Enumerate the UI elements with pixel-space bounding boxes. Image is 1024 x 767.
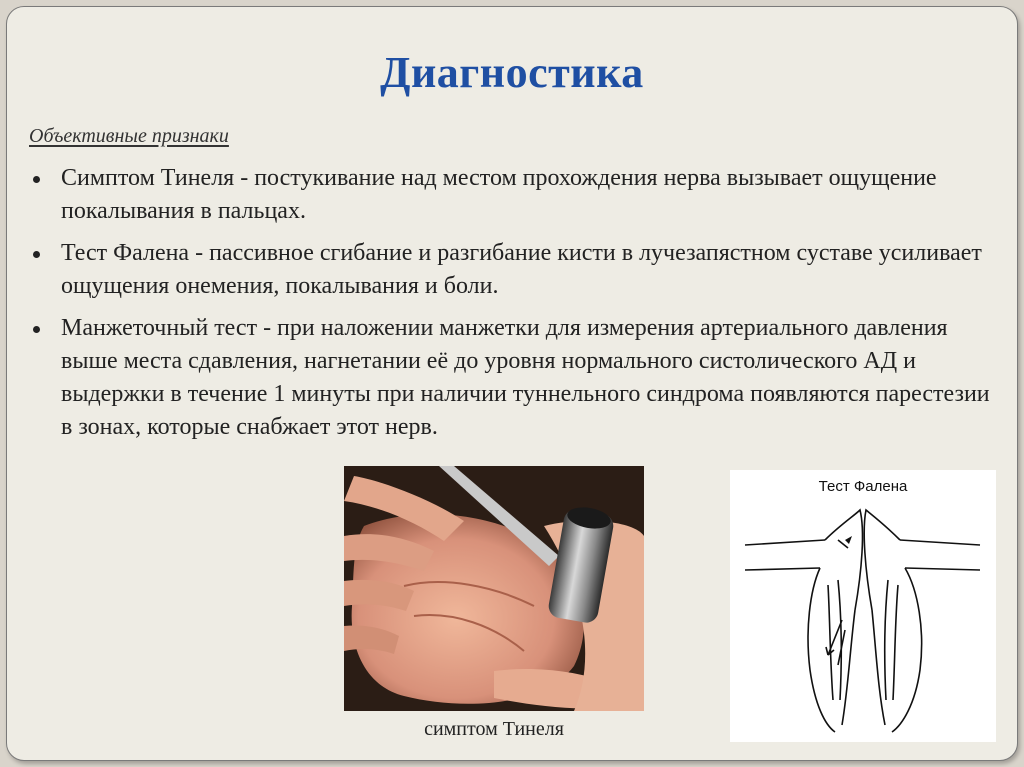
bullet-item bbox=[31, 162, 991, 228]
bullet-item bbox=[31, 312, 991, 444]
slide-title: Диагностика bbox=[380, 48, 644, 97]
phalen-test-diagram bbox=[730, 470, 996, 742]
hand-hammer-illustration bbox=[344, 466, 644, 711]
bullet-text: Симптом Тинеля - постукивание над местом прохождения нерва вызывает ощущение покалывания в пальцах. bbox=[61, 165, 937, 224]
bullet-text: Манжеточный тест - при наложении манжетки для измерения артериального давления выше места сдавления, нагнетании её до уровня нормального систолического АД и выдержки в течение 1 минуты при наличии туннельного синдрома появляются парестезии в зонах, которые снабжает этот нерв. bbox=[61, 315, 990, 440]
photo-caption: симптом Тинеля bbox=[424, 718, 564, 740]
diagram-label: Тест Фалена bbox=[818, 478, 908, 495]
bullet-item bbox=[31, 237, 991, 303]
bullet-list bbox=[31, 162, 991, 453]
phalen-hands-drawing bbox=[730, 470, 996, 742]
bullet-dot-icon bbox=[33, 251, 40, 258]
bullet-dot-icon bbox=[33, 176, 40, 183]
bullet-dot-icon bbox=[33, 326, 40, 333]
tinel-sign-photo bbox=[344, 466, 644, 711]
bullet-text: Тест Фалена - пассивное сгибание и разгибание кисти в лучезапястном суставе усиливает ощущения онемения, покалывания и боли. bbox=[61, 240, 982, 299]
slide-subtitle: Объективные признаки bbox=[29, 125, 229, 147]
